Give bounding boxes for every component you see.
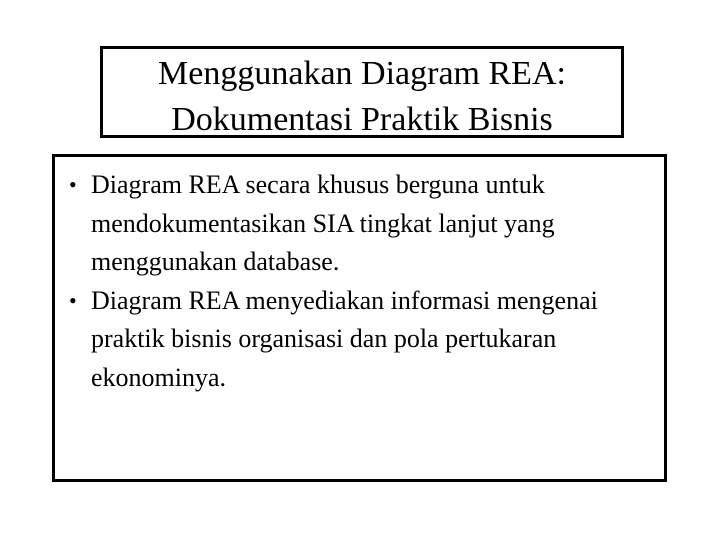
bullet-text-2: Diagram REA menyediakan informasi mengenai praktik bisnis organisasi dan pola pertukaran ekonominya. — [91, 285, 598, 392]
bullet-item-2 — [55, 282, 664, 398]
bullet-icon: • — [69, 287, 77, 313]
bullet-list — [55, 166, 664, 397]
bullet-text-1: Diagram REA secara khusus berguna untuk mendokumentasikan SIA tingkat lanjut yang menggunakan database. — [91, 170, 555, 276]
slide-title-box — [100, 46, 624, 138]
bullet-item-1 — [55, 166, 664, 282]
bullet-icon: • — [69, 172, 77, 197]
slide-title-line-2: Dokumentasi Praktik Bisnis — [171, 101, 553, 138]
slide-title-line-1: Menggunakan Diagram REA: — [158, 55, 566, 92]
slide-content-box — [52, 154, 667, 482]
